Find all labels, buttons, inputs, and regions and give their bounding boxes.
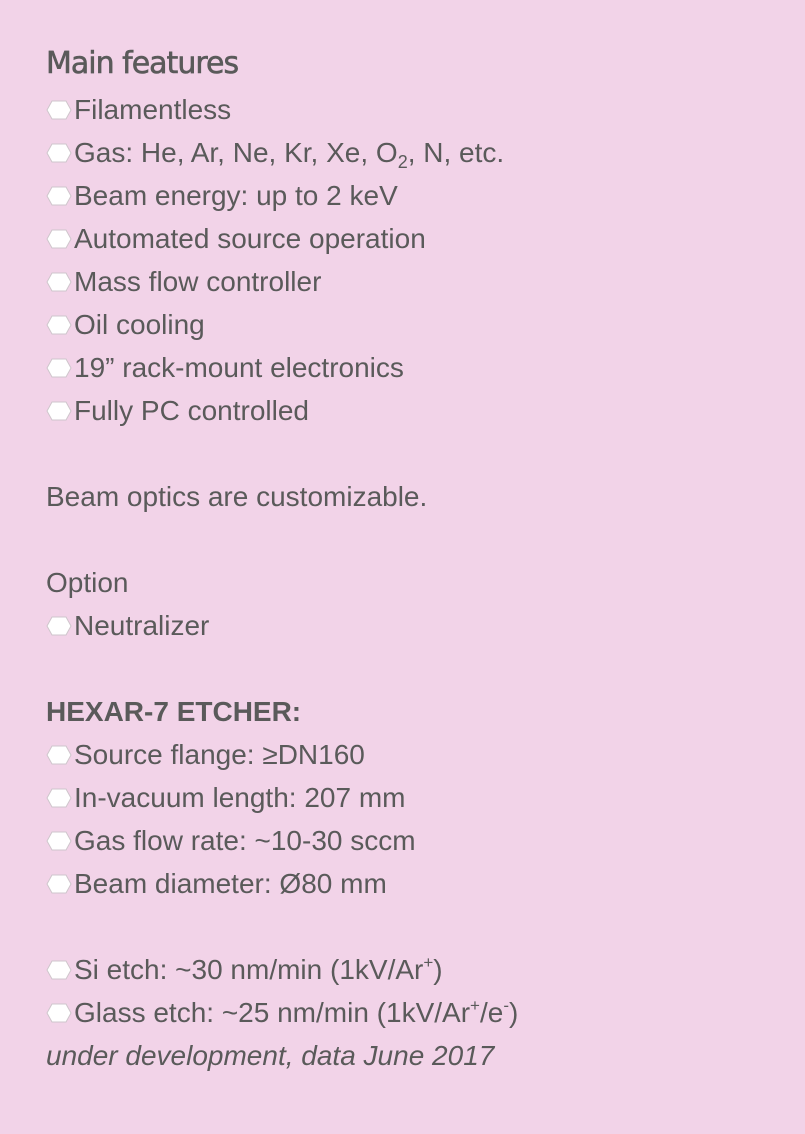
hexagon-bullet-icon: [46, 272, 72, 292]
feature-text: Gas: He, Ar, Ne, Kr, Xe, $O_2$, N, etc.: [74, 137, 505, 172]
feature-text: Oil cooling: [74, 309, 205, 340]
feature-item: [46, 260, 786, 303]
spacer: [46, 432, 786, 475]
etcher-heading: HEXAR-7 ETCHER:: [46, 696, 302, 727]
superscript: -: [503, 996, 510, 1015]
feature-item: [46, 217, 786, 260]
feature-sheet: [46, 40, 786, 1077]
hexagon-bullet-icon: [46, 358, 72, 378]
hexagon-bullet-icon: [46, 401, 72, 421]
subscript: 2: [397, 152, 408, 172]
etch-rate-text: Glass etch: ~25 nm/min (1kV/Ar+/e-): [74, 996, 519, 1028]
spacer: [46, 905, 786, 948]
spec-item: [46, 862, 786, 905]
spec-text: Beam diameter: Ø80 mm: [74, 868, 387, 899]
feature-item: [46, 174, 786, 217]
hexagon-bullet-icon: [46, 229, 72, 249]
footnote: under development, data June 2017: [46, 1040, 495, 1071]
feature-text: Filamentless: [74, 94, 232, 125]
feature-text: Beam energy: up to 2 keV: [74, 180, 398, 211]
hexagon-bullet-icon: [46, 315, 72, 335]
hexagon-bullet-icon: [46, 100, 72, 120]
hexagon-bullet-icon: [46, 186, 72, 206]
etch-rate-item: [46, 948, 786, 991]
hexagon-bullet-icon: [46, 960, 72, 980]
spec-item: [46, 819, 786, 862]
main-features-heading: Main features: [46, 46, 239, 81]
hexagon-bullet-icon: [46, 831, 72, 851]
feature-item: [46, 346, 786, 389]
feature-item: [46, 88, 786, 131]
option-text: Neutralizer: [74, 610, 210, 641]
feature-text: 19” rack-mount electronics: [74, 352, 404, 383]
spec-item: [46, 733, 786, 776]
feature-item: [46, 389, 786, 432]
spec-text: Source flange: ≥DN160: [74, 739, 365, 770]
superscript: +: [423, 953, 434, 972]
hexagon-bullet-icon: [46, 745, 72, 765]
feature-item: [46, 303, 786, 346]
spacer: [46, 647, 786, 690]
option-item: [46, 604, 786, 647]
spec-text: In-vacuum length: 207 mm: [74, 782, 406, 813]
feature-text: Automated source operation: [74, 223, 426, 254]
hexagon-bullet-icon: [46, 616, 72, 636]
etch-rate-text: Si etch: ~30 nm/min (1kV/Ar+): [74, 953, 443, 985]
spacer: [46, 518, 786, 561]
feature-item: [46, 131, 786, 174]
hexagon-bullet-icon: [46, 788, 72, 808]
optics-note: Beam optics are customizable.: [46, 481, 428, 512]
feature-text: Fully PC controlled: [74, 395, 309, 426]
superscript: +: [470, 996, 480, 1015]
spec-item: [46, 776, 786, 819]
spec-text: Gas flow rate: ~10-30 sccm: [74, 825, 416, 856]
hexagon-bullet-icon: [46, 1003, 72, 1023]
hexagon-bullet-icon: [46, 874, 72, 894]
etch-rate-item: [46, 991, 786, 1034]
option-heading: Option: [46, 567, 129, 598]
hexagon-bullet-icon: [46, 143, 72, 163]
feature-text: Mass flow controller: [74, 266, 322, 297]
